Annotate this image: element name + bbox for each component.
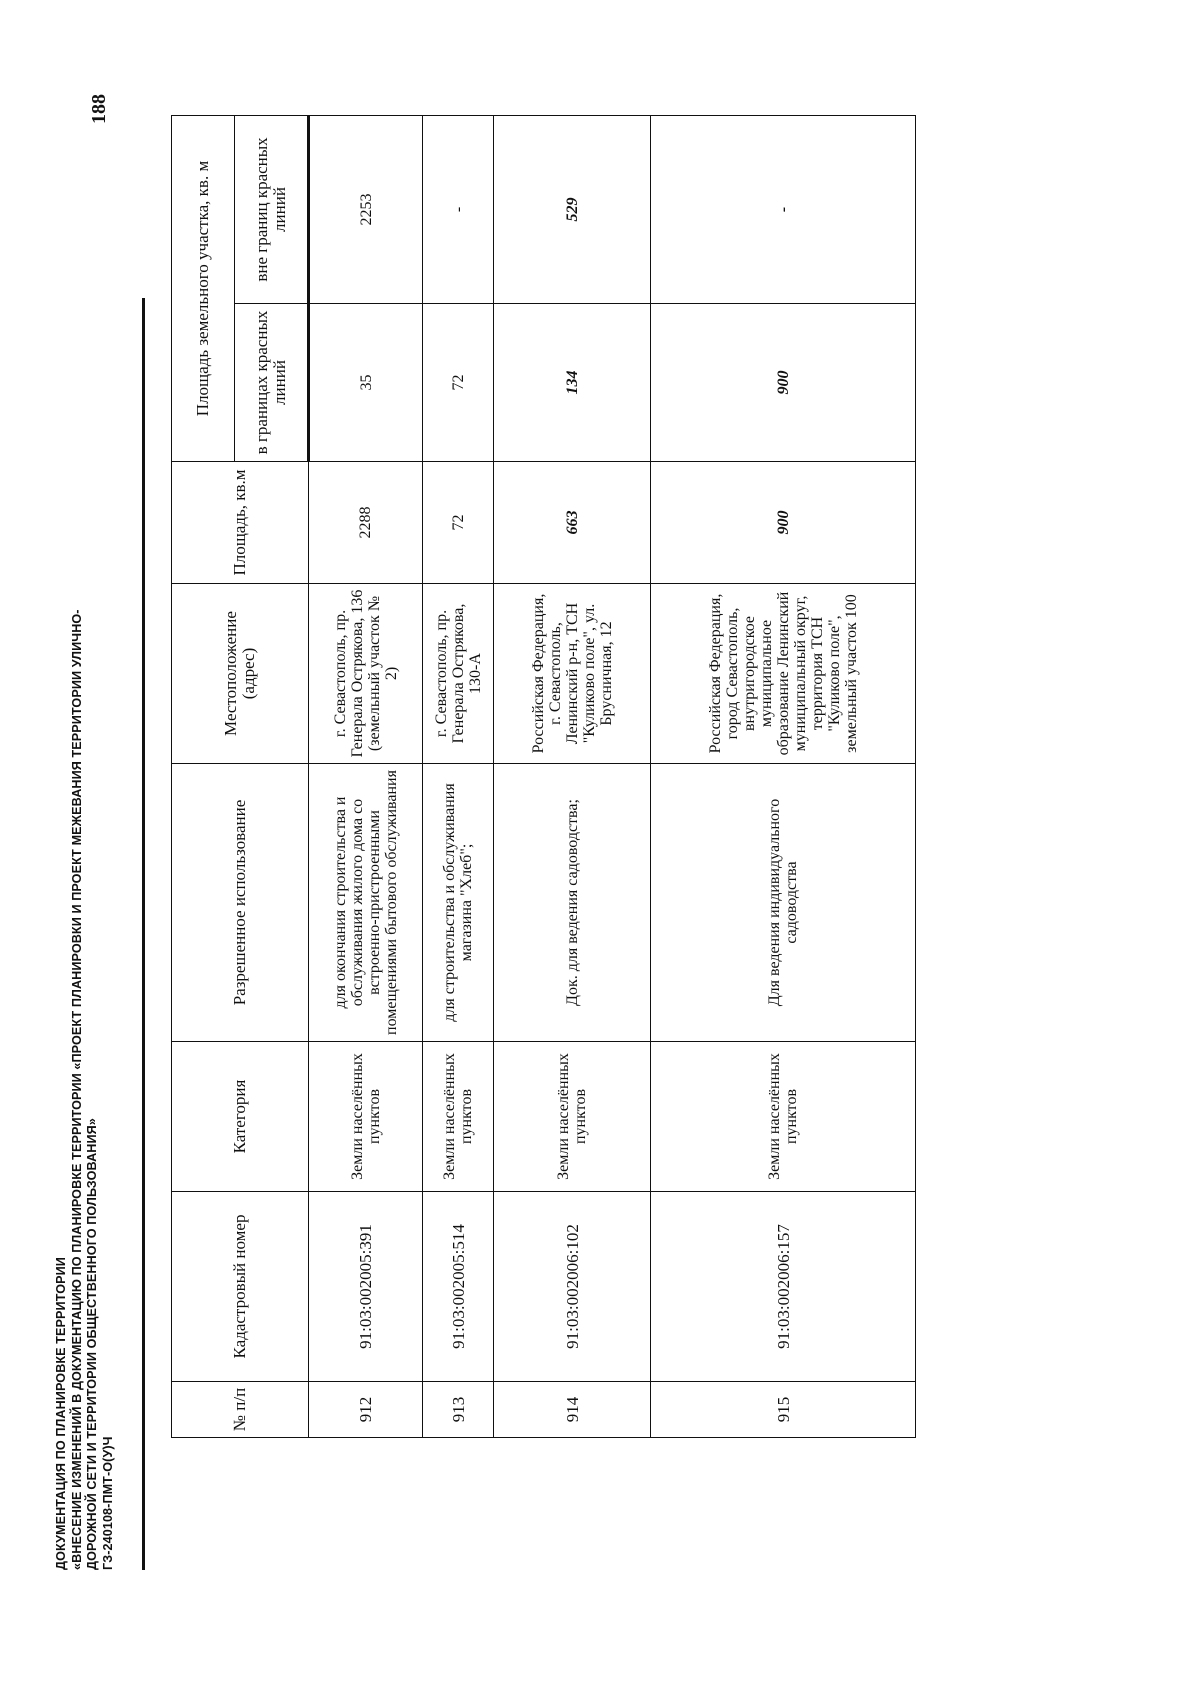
header-line-subtitle-2: ДОРОЖНОЙ СЕТИ И ТЕРРИТОРИИ ОБЩЕСТВЕННОГО ПОЛЬЗОВАНИЯ»	[85, 1118, 99, 1570]
col-header-category: Категория	[172, 1042, 309, 1192]
header-line-subtitle-1: «ВНЕСЕНИЕ ИЗМЕНЕНИЙ В ДОКУМЕНТАЦИЮ ПО ПЛАНИРОВКЕ ТЕРРИТОРИИ «ПРОЕКТ ПЛАНИРОВКИ И ПРОЕКТ МЕЖЕВАНИЯ ТЕРРИТОРИИ УЛИЧНО-	[69, 609, 84, 1570]
cell-outside: -	[651, 115, 916, 303]
cell-kadastr: 91:03:002006:157	[651, 1192, 916, 1382]
cell-outside: 529	[494, 115, 651, 303]
cell-no: 914	[494, 1382, 651, 1438]
col-header-no: № п/п	[172, 1382, 309, 1438]
table-row	[494, 115, 651, 1437]
cell-area: 663	[494, 462, 651, 584]
cell-use: Док. для ведения садоводства;	[494, 764, 651, 1042]
table-row	[309, 115, 423, 1437]
page-number: 188	[88, 94, 110, 124]
cell-area: 2288	[309, 462, 423, 584]
col-header-inside: в границах красных линий	[235, 304, 309, 462]
col-header-kadastr: Кадастровый номер	[172, 1192, 309, 1382]
land-plot-table	[171, 115, 916, 1438]
header-line-title: ДОКУМЕНТАЦИЯ ПО ПЛАНИРОВКЕ ТЕРРИТОРИИ	[54, 1257, 68, 1570]
cell-category: Земли населённых пунктов	[309, 1042, 423, 1192]
cell-address: Российская Федерация, г. Севастополь, Ленинский р-н, ТСН "Куликово поле", ул. Брусничная, 12	[494, 584, 651, 764]
cell-address: г. Севастополь, пр. Генерала Острякова, 136 (земельный участок № 2)	[309, 584, 423, 764]
cell-use: Для ведения индивидуального садоводства	[651, 764, 916, 1042]
table-row	[423, 115, 494, 1437]
cell-address: г. Севастополь, пр. Генерала Острякова, 130-А	[423, 584, 494, 764]
cell-area: 900	[651, 462, 916, 584]
header-rule	[142, 298, 145, 1570]
cell-area: 72	[423, 462, 494, 584]
cell-use: для окончания строительства и обслуживания жилого дома со встроенно-пристроенными помещениями бытового обслуживания	[309, 764, 423, 1042]
header-line-code: ГЗ-240108-ПМТ-О(У)Ч	[100, 1436, 115, 1570]
cell-no: 913	[423, 1382, 494, 1438]
cell-no: 915	[651, 1382, 916, 1438]
cell-inside: 900	[651, 304, 916, 462]
cell-category: Земли населённых пунктов	[423, 1042, 494, 1192]
cell-kadastr: 91:03:002005:514	[423, 1192, 494, 1382]
cell-inside: 134	[494, 304, 651, 462]
cell-kadastr: 91:03:002006:102	[494, 1192, 651, 1382]
cell-kadastr: 91:03:002005:391	[309, 1192, 423, 1382]
cell-inside: 35	[309, 304, 423, 462]
cell-address: Российская Федерация, город Севастополь, внутригородское муниципальное образование Ленинский муниципальный округ, территория ТСН "Куликово поле", земельный участок 100	[651, 584, 916, 764]
col-header-area: Площадь, кв.м	[172, 462, 309, 584]
cell-category: Земли населённых пунктов	[651, 1042, 916, 1192]
cell-outside: -	[423, 115, 494, 303]
cell-inside: 72	[423, 304, 494, 462]
cell-outside: 2253	[309, 115, 423, 303]
cell-no: 912	[309, 1382, 423, 1438]
col-header-use: Разрешенное использование	[172, 764, 309, 1042]
document-header	[54, 370, 116, 1570]
col-header-address: Местоположение (адрес)	[172, 584, 309, 764]
cell-use: для строительства и обслуживания магазина "Хлеб";	[423, 764, 494, 1042]
col-header-outside: вне границ красных линий	[235, 115, 309, 303]
cell-category: Земли населённых пунктов	[494, 1042, 651, 1192]
col-header-area-group: Площадь земельного участка, кв. м	[172, 115, 235, 461]
table-row	[651, 115, 916, 1437]
